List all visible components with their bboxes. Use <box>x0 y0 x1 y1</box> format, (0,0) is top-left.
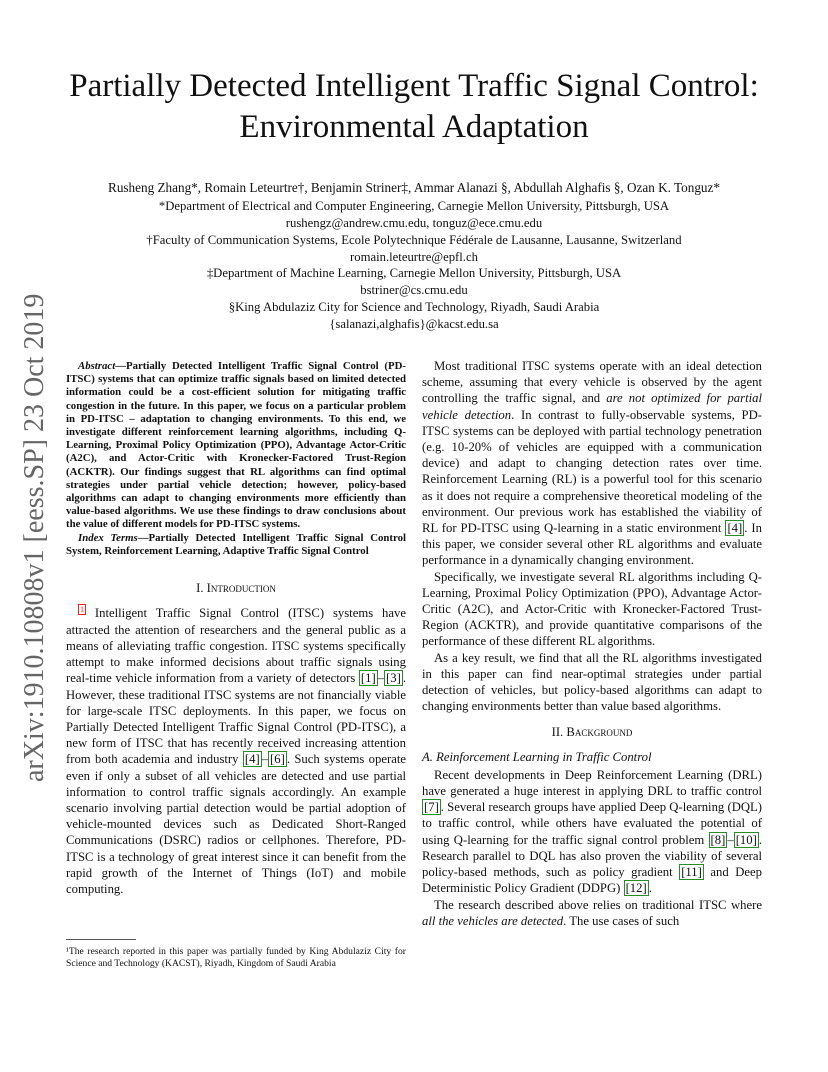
citation-link[interactable]: [4] <box>244 752 260 767</box>
intro-paragraph: 1 Intelligent Traffic Signal Control (ITSC) systems have attracted the attention of researchers and the general public as a means of alleviating traffic congestion. ITSC systems specifically attempt to make informed decisions about traffic signals using real-time vehicle information from a variety of detectors [1] – [3] . However, these traditional ITSC systems are not financially viable for large-scale ITSC deployments. In this paper, we focus on Partially Detected Intelligent Traffic Signal Control (PD-ITSC), a new form of ITSC that has recently received increasing attention from both academia and industry [4] – [6] . Such systems operate even if only a subset of all vehicles are detected and use partial information to control traffic signals accordingly. An example scenario involving partial detection would be partial adoption of vehicle-mounted devices such as Dedicated Short-Ranged Communications (DSRC) radios or cellphones. Therefore, PD-ITSC is a technology of great interest since it can benefit from the rapid growth of the Internet of Things (IoT) and mobile computing. <box>66 605 406 896</box>
citation-link[interactable]: [11] <box>681 865 702 880</box>
left-column <box>66 360 406 897</box>
paragraph: Most traditional ITSC systems operate with an ideal detection scheme, assuming that every vehicle is observed by the agent controlling the traffic signal, and are not optimized for partial vehicle detection. In contrast to fully-observable systems, PD-ITSC systems can be deployed with partial technology penetration (e.g. 10-20% of vehicles are equipped with a communication device) and adapt to changing detection rates over time. Reinforcement Learning (RL) is a powerful tool for this scenario as it does not require a comprehensive theoretical modeling of the environment. Our previous work has established the viability of RL for PD-ITSC using Q-learning in a static environment [4] . In this paper, we consider several other RL algorithms and evaluate performance in a dynamically changing environment. <box>422 359 763 568</box>
paragraph: Specifically, we investigate several RL algorithms including Q-Learning, Proximal Policy Optimization (PPO), Advantage Actor-Critic (A2C), and Actor-Critic with Kronecker-Factored Trust-Region (ACKTR), and provide quantitative comparisons of the performance of these different RL algorithms. <box>422 569 762 649</box>
citation-link[interactable]: [7] <box>424 800 439 815</box>
citation-link[interactable]: [3] <box>386 671 401 686</box>
email-2: romain.leteurtre@epfl.ch <box>350 250 478 264</box>
affiliation-2: †Faculty of Communication Systems, Ecole Polytechnique Fédérale de Lausanne, Lausanne, Switzerland <box>146 233 682 247</box>
email-3: bstriner@cs.cmu.edu <box>360 283 468 297</box>
footnote-link[interactable]: 1 <box>80 605 84 615</box>
email-4: {salanazi,alghafis}@kacst.edu.sa <box>329 317 499 331</box>
index-terms-label: Index Terms <box>78 531 138 544</box>
paragraph: The research described above relies on traditional ITSC where all the vehicles are detected. The use cases of such <box>422 897 762 928</box>
citation-link[interactable]: [10] <box>735 832 757 847</box>
arxiv-stamp: arXiv:1910.10808v1 [eess.SP] 23 Oct 2019 <box>19 293 50 782</box>
title-line-2: Environmental Adaptation <box>239 109 589 145</box>
section-heading-introduction: I. Introduction <box>196 581 276 596</box>
title-line-1: Partially Detected Intelligent Traffic Signal Control: <box>69 68 759 104</box>
citation-link[interactable]: [4] <box>727 521 743 536</box>
abstract <box>66 360 406 558</box>
abstract-text: Partially Detected Intelligent Traffic Signal Control (PD-ITSC) systems that can optimize traffic signals based on limited detected information could be a cost-efficient solution for mitigating traffic congestion in the future. In this paper, we focus on a particular problem in PD-ITSC – adaptation to changing environments. To this end, we investigate different reinforcement learning algorithms, including Q-Learning, Proximal Policy Optimization (PPO), Advantage Actor-Critic (A2C), and Actor-Critic with Kronecker-Factored Trust-Region (ACKTR). Our findings suggest that RL algorithms can find optimal strategies under partial vehicle detection; however, policy-based algorithms can adapt to changing environments more efficiently than value-based algorithms. We use these findings to draw conclusions about the value of different models for PD-ITSC systems. <box>66 360 406 531</box>
footnote-rule <box>66 939 136 940</box>
citation-link[interactable]: [12] <box>625 881 647 896</box>
footnote: ¹The research reported in this paper was partially funded by King Abdulaziz City for Science and Technology (KACST), Riyadh, Kingdom of Saudi Arabia <box>66 946 406 969</box>
abstract-label: Abstract— <box>78 360 126 372</box>
affiliation-4: §King Abdulaziz City for Science and Technology, Riyadh, Saudi Arabia <box>228 300 600 314</box>
affiliation-1: *Department of Electrical and Computer Engineering, Carnegie Mellon University, Pittsburgh, USA <box>158 199 670 213</box>
subsection-heading: A. Reinforcement Learning in Traffic Control <box>422 749 652 764</box>
affiliation-3: ‡Department of Machine Learning, Carnegie Mellon University, Pittsburgh, USA <box>206 266 622 280</box>
index-terms-text: —Partially Detected Intelligent Traffic Signal Control System, Reinforcement Learning, Adaptive Traffic Signal Control <box>66 531 406 557</box>
paper-title <box>40 66 788 148</box>
paragraph: Recent developments in Deep Reinforcement Learning (DRL) have generated a huge interest in applying DRL to traffic control [7] . Several research groups have applied Deep Q-learning (DQL) to traffic control, while others have evaluated the potential of using Q-learning for the traffic signal control problem [8] – [10] . Research parallel to DQL has also proven the viability of several policy-based methods, such as policy gradient [11] and Deep Deterministic Policy Gradient (DDPG) [12] . <box>422 767 762 896</box>
right-column <box>422 358 762 929</box>
citation-link[interactable]: [8] <box>710 832 726 847</box>
section-heading-background: II. Background <box>551 725 633 740</box>
paragraph: As a key result, we find that all the RL algorithms investigated in this paper can find near-optimal strategies under partial detection of vehicles, but policy-based algorithms can adapt to changing environments better than value based algorithms. <box>422 650 762 714</box>
citation-link[interactable]: [6] <box>270 752 285 767</box>
email-1: rushengz@andrew.cmu.edu, tonguz@ece.cmu.edu <box>285 216 543 230</box>
citation-link[interactable]: [1] <box>360 671 376 686</box>
author-list: Rusheng Zhang*, Romain Leteurtre†, Benjamin Striner‡, Ammar Alanazi §, Abdullah Alghafis §, Ozan K. Tonguz* <box>108 180 720 195</box>
